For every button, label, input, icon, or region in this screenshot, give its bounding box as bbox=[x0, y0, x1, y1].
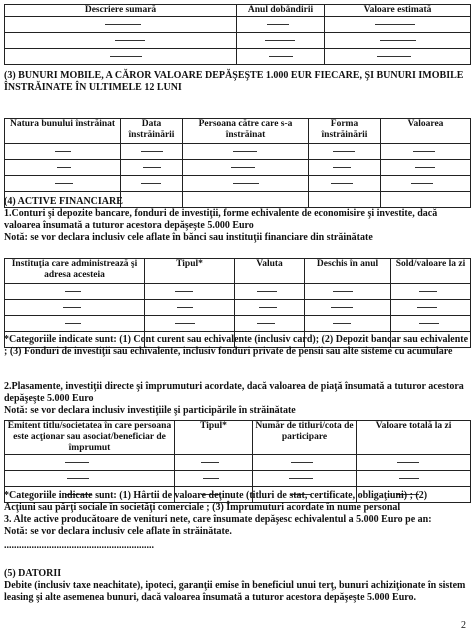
col-valoare: Valoare estimată bbox=[325, 5, 471, 17]
table-row bbox=[5, 454, 471, 470]
categories-note-2a: *Categoriile indicate sunt: (1) Hârtii de valoare deţinute (titluri de stat, certificate, obligaţiuni) ; (2) bbox=[4, 490, 428, 501]
page-number: 2 bbox=[461, 619, 466, 631]
table-header-row bbox=[5, 5, 471, 17]
table-header-row bbox=[5, 421, 471, 455]
table-row bbox=[5, 470, 471, 486]
col-natura: Natura bunului înstrăinat bbox=[5, 119, 121, 144]
section-3-title: (3) BUNURI MOBILE, A CĂROR VALOARE DEPĂŞEŞTE 1.000 EUR FIECARE, ŞI BUNURI IMOBILE ÎNSTRĂINATE ÎN ULTIMELE 12 LUNI bbox=[4, 70, 464, 93]
table-header-row bbox=[5, 119, 471, 144]
col-valoarea: Valoarea bbox=[381, 119, 471, 144]
categories-note-2b: Acţiuni sau părţi sociale în societăţi comerciale ; (3) Împrumuturi acordate în nume personal bbox=[4, 502, 401, 513]
table-row bbox=[5, 48, 471, 64]
col-emitent: Emitent titlu/societatea în care persoana este acţionar sau asociat/beneficiar de împrumut bbox=[5, 421, 175, 455]
col-valoare-totala: Valoare totală la zi bbox=[357, 421, 471, 455]
col-deschis: Deschis în anul bbox=[305, 259, 391, 284]
col-valuta: Valuta bbox=[235, 259, 305, 284]
section-4-title: (4) ACTIVE FINANCIARE bbox=[4, 196, 123, 207]
col-institutia: Instituţia care administrează şi adresa acesteia bbox=[5, 259, 145, 284]
table-row bbox=[5, 16, 471, 32]
section-4-nota-3: Notă: se vor declara inclusiv cele aflate în străinătate. bbox=[4, 526, 232, 537]
col-data: Data înstrăinării bbox=[121, 119, 183, 144]
point-3-text: 3. Alte active producătoare de venituri nete, care însumate depăşesc echivalentul a 5.000 Euro pe an: bbox=[4, 514, 432, 525]
table-row bbox=[5, 144, 471, 160]
table-header-row bbox=[5, 259, 471, 284]
col-anul: Anul dobândirii bbox=[237, 5, 325, 17]
table-row bbox=[5, 284, 471, 300]
dotted-line: ............................................................ bbox=[4, 540, 154, 551]
table-row bbox=[5, 316, 471, 332]
alienated-assets-table bbox=[4, 118, 471, 208]
col-sold: Sold/valoare la zi bbox=[391, 259, 471, 284]
table-row bbox=[5, 32, 471, 48]
col-descriere: Descriere sumară bbox=[5, 5, 237, 17]
table-row bbox=[5, 160, 471, 176]
section-5-text: Debite (inclusiv taxe neachitate), ipoteci, garanţii emise în beneficiul unui terţ, bunuri achiziţionate în sistem leasing şi alte asemenea bunuri, dacă valoarea însumată a tuturor acestora depăşeşte 5.000 Euro. bbox=[4, 580, 466, 603]
plasamente-text: 2.Plasamente, investiţii directe şi împrumuturi acordate, dacă valoarea de piaţă însumată a tuturor acestora depăşeşte 5.000 Euro bbox=[4, 381, 464, 404]
assets-table bbox=[4, 4, 471, 65]
col-forma: Forma înstrăinării bbox=[309, 119, 381, 144]
table-row bbox=[5, 300, 471, 316]
section-5-title: (5) DATORII bbox=[4, 568, 62, 579]
col-tipul-2: Tipul* bbox=[175, 421, 253, 455]
section-4-nota-2: Notă: se vor declara inclusiv investiţiile şi participările în străinătate bbox=[4, 405, 296, 416]
table-row bbox=[5, 176, 471, 192]
section-4-intro: 1.Conturi şi depozite bancare, fonduri de investiţii, forme echivalente de economisire şi investite, dacă valoarea însumată a tuturor acestora depăşeşte 5.000 Euro bbox=[4, 208, 438, 231]
section-4-nota: Notă: se vor declara inclusiv cele aflate în bănci sau instituţii financiare din străinătate bbox=[4, 232, 373, 243]
col-persoana: Persoana către care s-a înstrăinat bbox=[183, 119, 309, 144]
col-tipul: Tipul* bbox=[145, 259, 235, 284]
categories-note-1: *Categoriile indicate sunt: (1) Cont curent sau echivalente (inclusiv card); (2) Depozit bancar sau echivalente ; (3) Fonduri de investiţii sau echivalente, inclusiv fonduri private de pensii sau alte sisteme cu acumulare bbox=[4, 334, 469, 357]
col-numar: Număr de titluri/cota de participare bbox=[253, 421, 357, 455]
